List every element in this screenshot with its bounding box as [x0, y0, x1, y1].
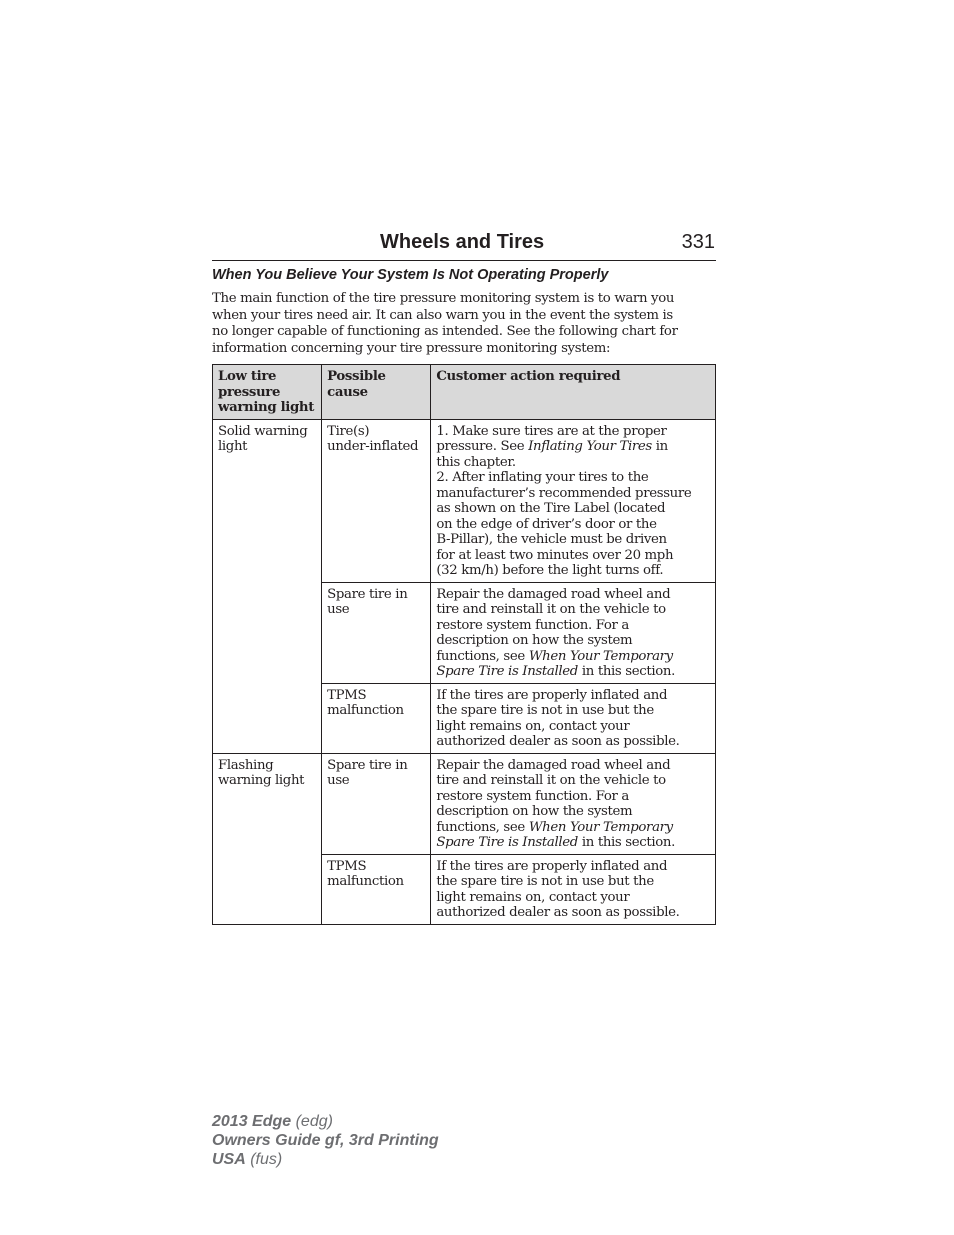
cell-text: this chapter.	[436, 454, 516, 470]
footer-model-code: (edg)	[291, 1113, 333, 1130]
cell-text: Spare tire in	[327, 586, 408, 602]
cell-cause	[322, 582, 431, 683]
cell-text: for at least two minutes over 20 mph	[436, 547, 674, 563]
cell-text	[436, 664, 710, 680]
cell-text: as shown on the Tire Label (located	[436, 501, 666, 516]
cell-action	[431, 854, 716, 924]
cross-reference: When Your Temporary	[528, 819, 673, 835]
cell-text: the spare tire is not in use but the	[436, 703, 654, 718]
cell-text: Tire(s)	[327, 423, 370, 439]
cell-text: Solid warning	[218, 423, 308, 439]
cell-text: If the tires are properly inflated and	[436, 858, 668, 874]
cell-text: TPMS	[327, 687, 367, 703]
table-row	[213, 753, 716, 854]
cell-text: Spare tire in	[327, 757, 408, 773]
cell-text: restore system function. For a	[436, 788, 630, 804]
intro-line: when your tires need air. It can also warn you in the event the system is	[212, 307, 673, 323]
footer-model	[212, 1112, 439, 1131]
header-text: Possible	[327, 369, 386, 384]
cell-text: the spare tire is not in use but the	[436, 874, 654, 889]
footer-guide-name: Owners Guide gf, 3rd Printing	[212, 1132, 439, 1149]
cell-text: light remains on, contact your	[436, 718, 630, 734]
cell-text-part: pressure. See	[436, 439, 529, 454]
header-text: cause	[327, 384, 368, 400]
cell-solid-warning-light	[213, 419, 322, 753]
cell-text: tire and reinstall it on the vehicle to	[436, 602, 666, 617]
cell-text: 1. Make sure tires are at the proper	[436, 423, 667, 439]
cell-text	[436, 649, 710, 665]
cell-text: If the tires are properly inflated and	[436, 687, 668, 703]
cell-text: malfunction	[327, 874, 404, 889]
cell-text: under-inflated	[327, 439, 419, 454]
cross-reference: Spare Tire is Installed	[436, 664, 578, 679]
cell-text: TPMS	[327, 858, 367, 874]
footer-market	[212, 1150, 439, 1169]
cell-text: authorized dealer as soon as possible.	[436, 734, 680, 749]
footer-market-code: (fus)	[245, 1151, 283, 1168]
footer-model-name: 2013 Edge	[212, 1113, 292, 1130]
cell-action	[431, 419, 716, 582]
cell-text-part: in this section.	[577, 664, 676, 679]
intro-line: The main function of the tire pressure monitoring system is to warn you	[212, 291, 675, 306]
cell-action	[431, 582, 716, 683]
cell-text: description on how the system	[436, 633, 633, 648]
cell-cause	[322, 419, 431, 582]
cell-text: restore system function. For a	[436, 617, 630, 633]
cell-flashing-warning-light	[213, 753, 322, 924]
page-footer	[212, 1112, 439, 1169]
table-row	[213, 419, 716, 582]
cell-text: tire and reinstall it on the vehicle to	[436, 773, 666, 788]
cell-action	[431, 683, 716, 753]
cell-text-part: functions, see	[436, 819, 529, 835]
cell-text: on the edge of driver’s door or the	[436, 516, 657, 532]
section-heading: When You Believe Your System Is Not Operating Properly	[212, 267, 609, 283]
cell-text	[436, 820, 710, 836]
header-text: warning light	[218, 400, 315, 415]
cell-text: warning light	[218, 773, 305, 788]
cell-text: light	[218, 439, 248, 454]
intro-paragraph	[212, 291, 716, 357]
cell-text: description on how the system	[436, 804, 633, 819]
page-header	[212, 228, 716, 261]
cell-text: Repair the damaged road wheel and	[436, 586, 671, 602]
cell-action	[431, 753, 716, 854]
header-possible-cause	[322, 365, 431, 420]
cell-text-part: in this section.	[577, 835, 676, 850]
cell-text: (32 km/h) before the light turns off.	[436, 563, 664, 578]
cell-text: malfunction	[327, 703, 404, 718]
cell-cause	[322, 854, 431, 924]
table-header-row	[213, 365, 716, 420]
cell-cause	[322, 683, 431, 753]
cell-text: manufacturer’s recommended pressure	[436, 485, 692, 501]
tpms-table	[212, 364, 716, 925]
cross-reference: When Your Temporary	[528, 648, 673, 664]
chapter-title: Wheels and Tires	[380, 231, 545, 253]
header-warning-light	[213, 365, 322, 420]
cell-text	[436, 835, 710, 851]
intro-line: no longer capable of functioning as intended. See the following chart for	[212, 324, 678, 339]
cross-reference: Inflating Your Tires	[528, 439, 652, 454]
cell-text: use	[327, 773, 350, 788]
page-number: 331	[681, 231, 715, 253]
cell-text: 2. After inflating your tires to the	[436, 470, 649, 485]
cell-cause	[322, 753, 431, 854]
footer-market-name: USA	[212, 1151, 246, 1168]
cell-text-part: functions, see	[436, 648, 529, 664]
cell-text: B-Pillar), the vehicle must be driven	[436, 532, 667, 547]
footer-guide	[212, 1131, 439, 1150]
cell-text: authorized dealer as soon as possible.	[436, 905, 680, 920]
header-customer-action: Customer action required	[431, 365, 716, 420]
cross-reference: Spare Tire is Installed	[436, 835, 578, 850]
cell-text-part: in	[651, 439, 668, 454]
cell-text	[436, 439, 710, 455]
cell-text: Repair the damaged road wheel and	[436, 757, 671, 773]
cell-text: Flashing	[218, 757, 274, 773]
header-text: pressure	[218, 384, 281, 400]
intro-line: information concerning your tire pressure monitoring system:	[212, 340, 611, 356]
cell-text: use	[327, 602, 350, 617]
cell-text: light remains on, contact your	[436, 889, 630, 905]
header-text: Low tire	[218, 369, 277, 384]
